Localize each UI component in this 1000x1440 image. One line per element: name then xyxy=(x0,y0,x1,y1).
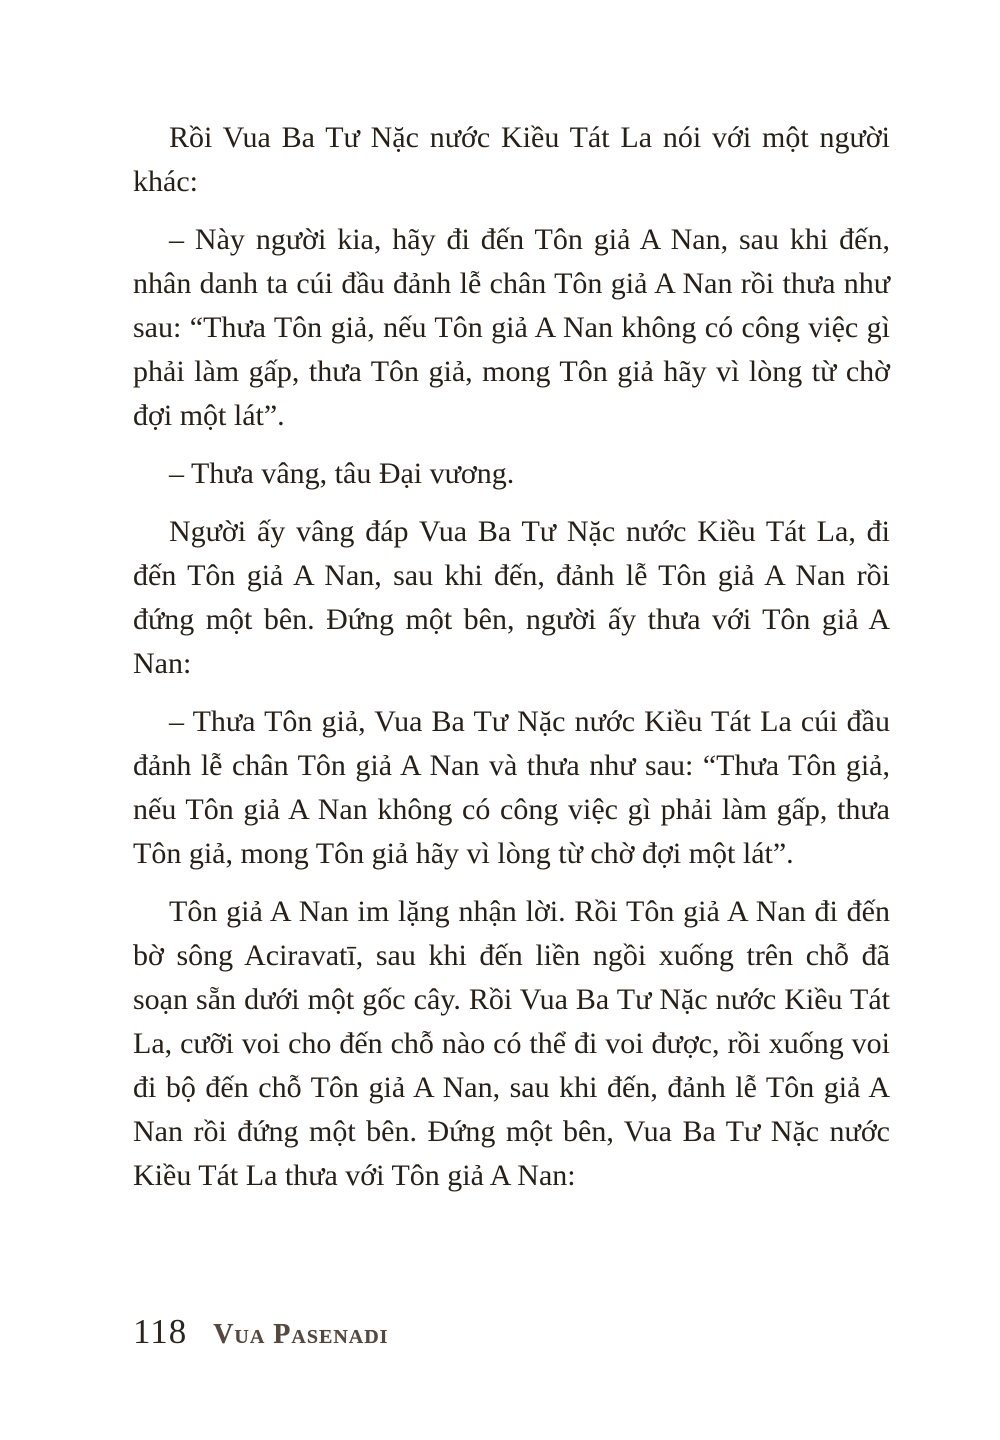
paragraph: Rồi Vua Ba Tư Nặc nước Kiều Tát La nói với một người khác: xyxy=(133,121,890,198)
paragraph: Người ấy vâng đáp Vua Ba Tư Nặc nước Kiều Tát La, đi đến Tôn giả A Nan, sau khi đến, đảnh lễ Tôn giả A Nan rồi đứng một bên. Đứng một bên, người ấy thưa với Tôn giả A Nan: xyxy=(133,515,890,680)
paragraph: Tôn giả A Nan im lặng nhận lời. Rồi Tôn giả A Nan đi đến bờ sông Aciravatī, sau khi đến liền ngồi xuống trên chỗ đã soạn sẵn dưới một gốc cây. Rồi Vua Ba Tư Nặc nước Kiều Tát La, cưỡi voi cho đến chỗ nào có thể đi voi được, rồi xuống voi đi bộ đến chỗ Tôn giả A Nan, sau khi đến, đảnh lễ Tôn giả A Nan rồi đứng một bên. Đứng một bên, Vua Ba Tư Nặc nước Kiều Tát La thưa với Tôn giả A Nan: xyxy=(133,895,890,1192)
running-title: Vua Pasenadi xyxy=(213,1319,389,1350)
paragraph: – Thưa Tôn giả, Vua Ba Tư Nặc nước Kiều Tát La cúi đầu đảnh lễ chân Tôn giả A Nan và thưa như sau: “Thưa Tôn giả, nếu Tôn giả A Nan không có công việc gì phải làm gấp, thưa Tôn giả, mong Tôn giả hãy vì lòng từ chờ đợi một lát”. xyxy=(133,705,890,870)
paragraph: – Này người kia, hãy đi đến Tôn giả A Nan, sau khi đến, nhân danh ta cúi đầu đảnh lễ chân Tôn giả A Nan rồi thưa như sau: “Thưa Tôn giả, nếu Tôn giả A Nan không có công việc gì phải làm gấp, thưa Tôn giả, mong Tôn giả hãy vì lòng từ chờ đợi một lát”. xyxy=(133,223,890,432)
page-footer xyxy=(133,1312,388,1352)
page-number: 118 xyxy=(133,1312,188,1351)
paragraph: – Thưa vâng, tâu Đại vương. xyxy=(169,457,515,490)
page-body-text xyxy=(133,116,890,1198)
